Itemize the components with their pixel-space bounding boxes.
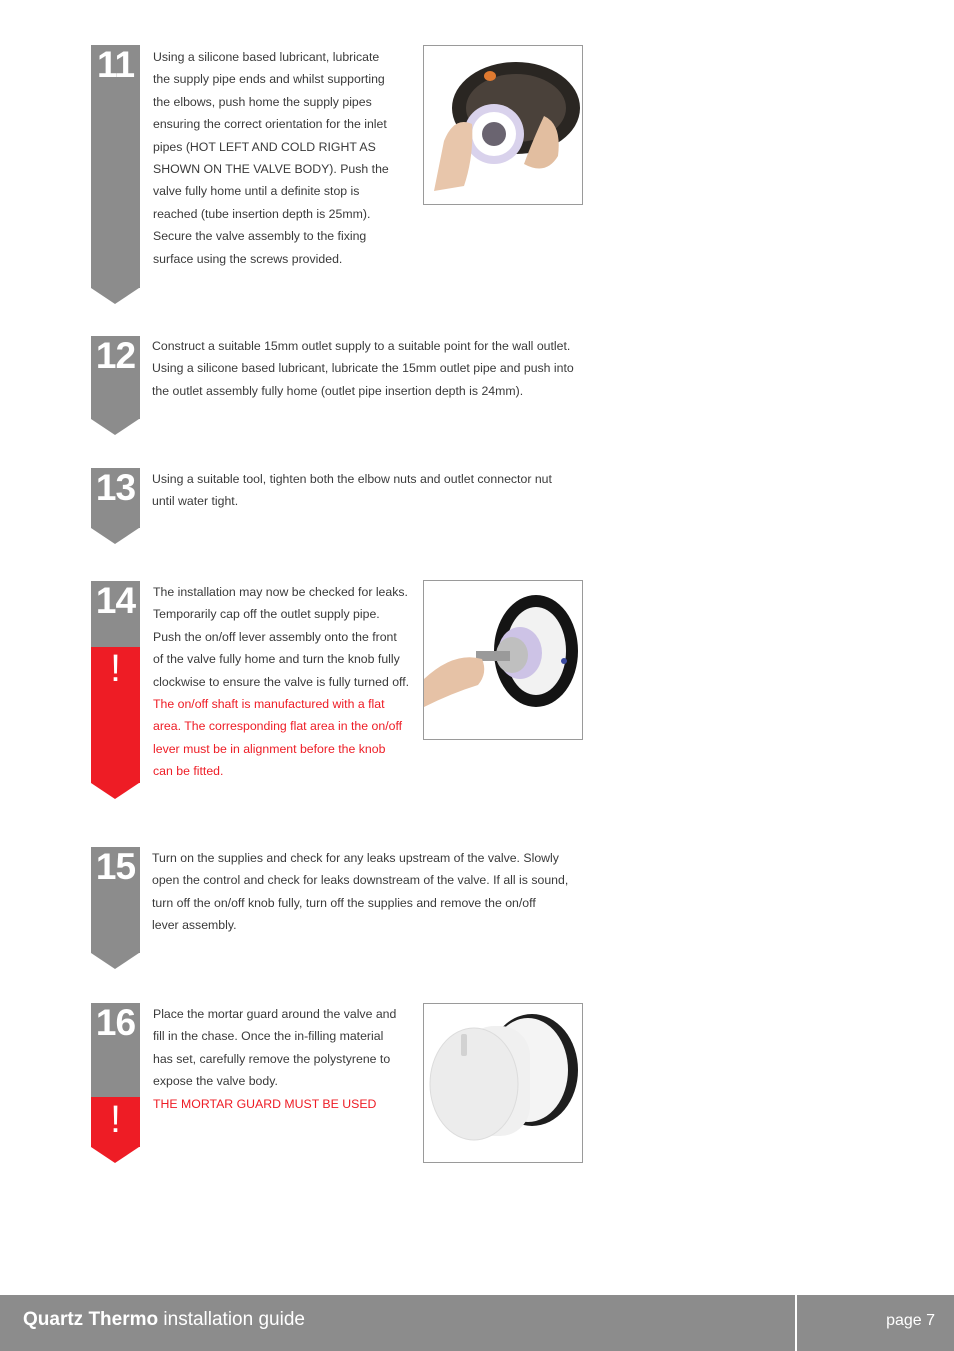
instruction-line: the outlet assembly fully home (outlet pipe insertion depth is 24mm).: [152, 383, 524, 398]
instruction-line: fill in the chase. Once the in-filling material: [153, 1029, 384, 1044]
instruction-line: clockwise to ensure the valve is fully turned off.: [153, 674, 410, 689]
photo-fitting-valve: [423, 45, 583, 205]
warning-icon: !: [110, 648, 121, 690]
instruction-line: Secure the valve assembly to the fixing: [153, 229, 367, 244]
step-instructions: [152, 335, 592, 402]
step-number: 12: [95, 335, 136, 376]
page-number: page 7: [886, 1312, 935, 1329]
instruction-line: Using a suitable tool, tighten both the elbow nuts and outlet connector nut: [152, 472, 552, 486]
warning-icon: !: [110, 1099, 121, 1141]
instruction-line: surface using the screws provided.: [153, 251, 343, 266]
instruction-line: SHOWN ON THE VALVE BODY). Push the: [153, 162, 389, 177]
instruction-line: pipes (HOT LEFT AND COLD RIGHT AS: [153, 139, 376, 154]
instruction-line: Push the on/off lever assembly onto the front: [153, 629, 397, 644]
instruction-line: Temporarily cap off the outlet supply pipe.: [153, 607, 380, 622]
photo-lever-assembly: [423, 580, 583, 740]
instruction-line: Place the mortar guard around the valve and: [153, 1007, 397, 1021]
step-number: 15: [95, 846, 136, 887]
step-number: 16: [95, 1002, 136, 1043]
instruction-line: Using a silicone based lubricant, lubricate: [153, 50, 380, 64]
product-name: Quartz Thermo: [23, 1309, 159, 1330]
warning-line: area. The corresponding flat area in the on/off: [153, 719, 403, 734]
step-instructions: [153, 1003, 415, 1115]
instruction-line: the supply pipe ends and whilst supporting: [153, 72, 385, 87]
step-number: 11: [96, 44, 135, 85]
warning-line: THE MORTAR GUARD MUST BE USED: [153, 1096, 377, 1111]
instruction-line: has set, carefully remove the polystyrene to: [153, 1051, 391, 1066]
warning-line: The on/off shaft is manufactured with a flat: [153, 697, 385, 712]
warning-line: lever must be in alignment before the knob: [153, 741, 386, 756]
document-subtitle: installation guide: [158, 1309, 305, 1330]
document-title: [23, 1309, 305, 1331]
instruction-line: turn off the on/off knob fully, turn off the supplies and remove the on/off: [152, 895, 536, 910]
warning-line: can be fitted.: [153, 764, 224, 779]
footer-page-box: [797, 1295, 954, 1351]
page-footer: [0, 1295, 954, 1351]
step-number: 13: [95, 467, 136, 508]
instruction-line: lever assembly.: [152, 918, 237, 933]
step-instructions: [153, 46, 415, 270]
instruction-line: Turn on the supplies and check for any leaks upstream of the valve. Slowly: [152, 851, 559, 865]
instruction-line: expose the valve body.: [153, 1074, 278, 1089]
instruction-line: until water tight.: [152, 494, 239, 509]
instruction-line: ensuring the correct orientation for the inlet: [153, 117, 387, 132]
step-number: 14: [95, 580, 136, 621]
instruction-line: of the valve fully home and turn the knob fully: [153, 652, 400, 667]
footer-title-bar: [0, 1295, 795, 1351]
instruction-line: The installation may now be checked for leaks.: [153, 585, 408, 599]
step-instructions: [152, 847, 592, 937]
instruction-line: open the control and check for leaks downstream of the valve. If all is sound,: [152, 873, 569, 888]
instruction-line: Using a silicone based lubricant, lubricate the 15mm outlet pipe and push into: [152, 361, 574, 376]
instruction-line: valve fully home until a definite stop is: [153, 184, 360, 199]
photo-mortar-guard: [423, 1003, 583, 1163]
instruction-line: Construct a suitable 15mm outlet supply to a suitable point for the wall outlet.: [152, 339, 571, 353]
step-instructions: [152, 468, 592, 513]
instruction-line: the elbows, push home the supply pipes: [153, 94, 372, 109]
step-instructions: [153, 581, 415, 783]
instruction-line: reached (tube insertion depth is 25mm).: [153, 206, 371, 221]
